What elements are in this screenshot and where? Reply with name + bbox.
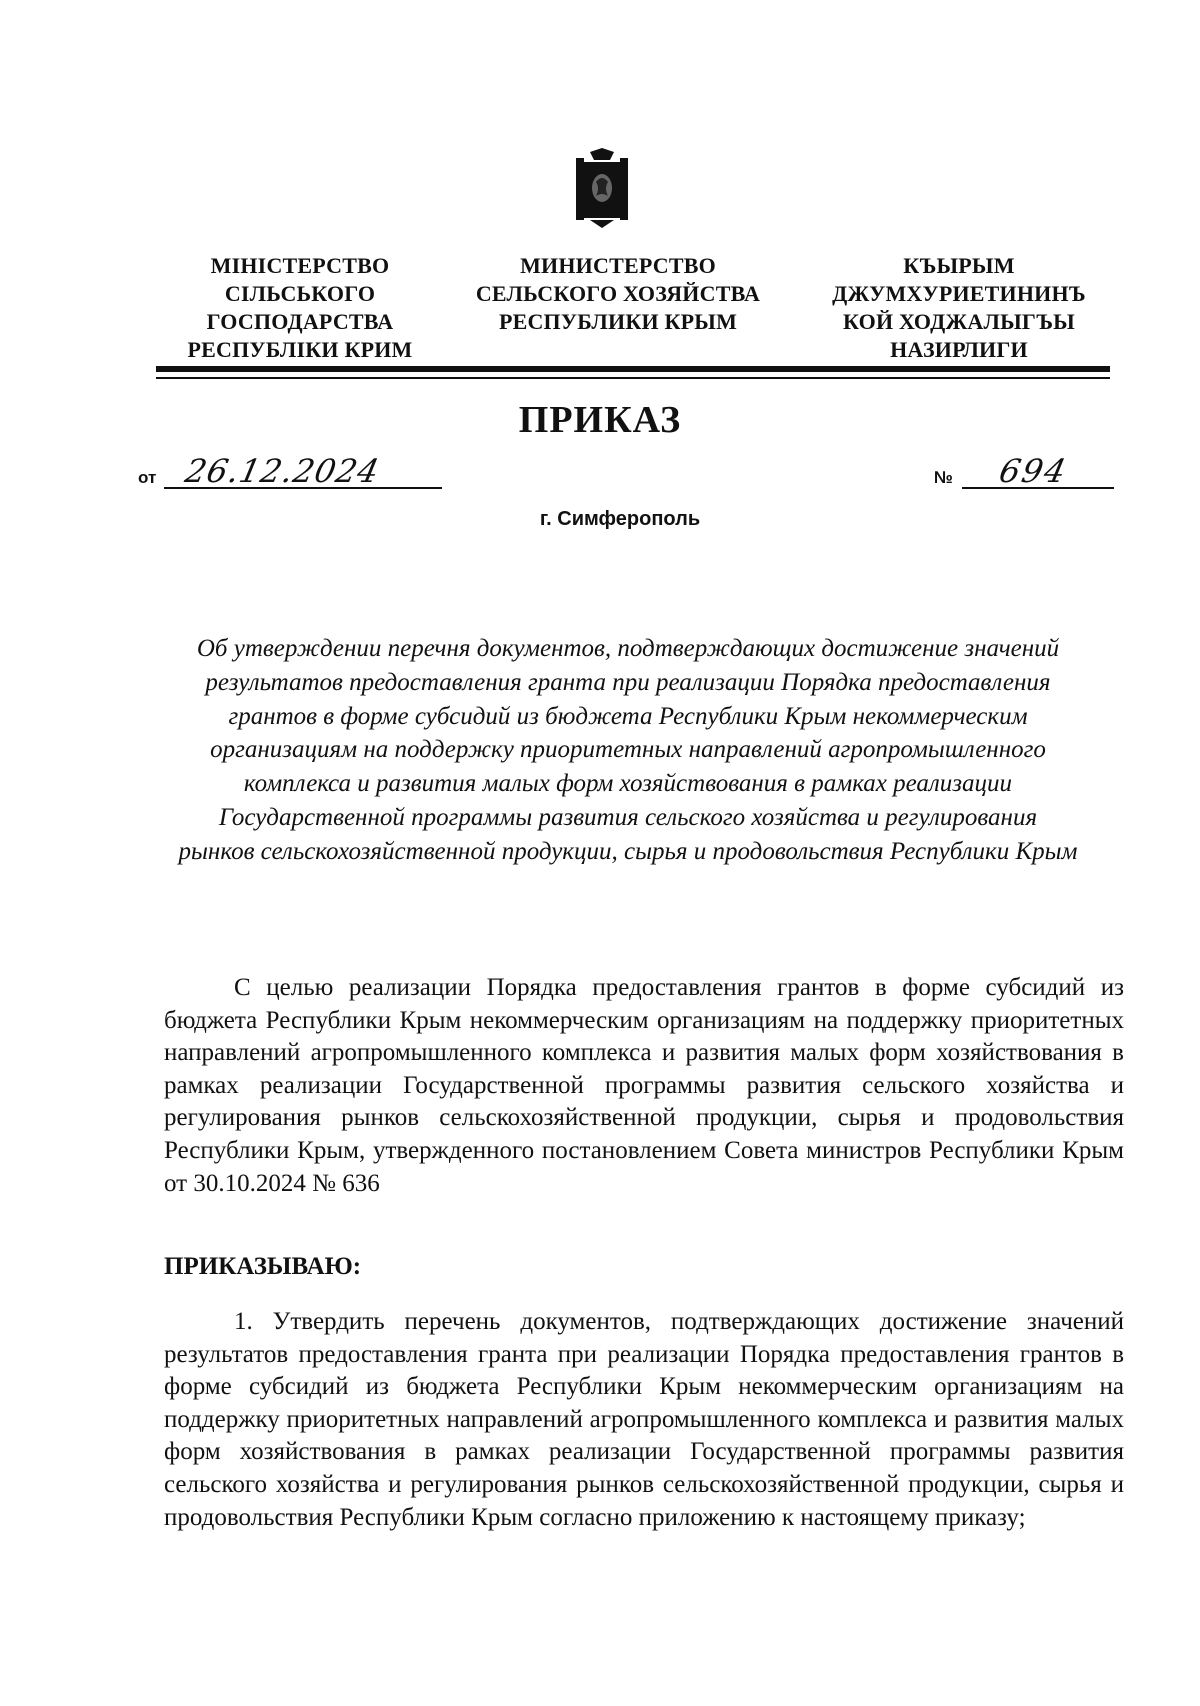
date-handwritten: 26.12.2024 bbox=[181, 452, 384, 490]
number-prefix: № bbox=[934, 468, 953, 487]
order-directive: ПРИКАЗЫВАЮ: bbox=[164, 1253, 362, 1280]
document-title: ПРИКАЗ bbox=[518, 399, 682, 441]
date-prefix: от bbox=[138, 468, 157, 487]
crimea-coat-of-arms-icon bbox=[574, 148, 630, 228]
org-name-russian: МИНИСТЕРСТВО СЕЛЬСКОГО ХОЗЯЙСТВА РЕСПУБЛИКИ КРЫМ bbox=[475, 253, 761, 334]
number-handwritten: 694 bbox=[995, 452, 1072, 490]
org-name-ukrainian: МІНІСТЕРСТВО СІЛЬСЬКОГО ГОСПОДАРСТВА РЕСПУБЛІКИ КРИМ bbox=[187, 253, 413, 362]
city-line: г. Симферополь bbox=[539, 508, 701, 530]
header-divider-thin bbox=[156, 377, 1110, 379]
org-name-crimean-tatar: КЪЫРЫМ ДЖУМХУРИЕТИНИНЪ КОЙ ХОДЖАЛЫГЪЫ НАЗИРЛИГИ bbox=[832, 253, 1086, 362]
preamble-paragraph: С целью реализации Порядка предоставления грантов в форме субсидий из бюджета Республики Крым некоммерческим организациям на поддержку приоритетных направлений агропромышленного комплекса и развития малых форм хозяйствования в рамках реализации Государственной программы развития сельского хозяйства и регулирования рынков сельскохозяйственной продукции, сырья и продовольствия Республики Крым, утвержденного постановлением Совета министров Республики Крым от 30.10.2024 № 636 bbox=[164, 974, 1124, 1197]
document-subject: Об утверждении перечня документов, подтверждающих достижение значений результатов предоставления гранта при реализации Порядка предоставления грантов в форме субсидий из бюджета Республики Крым некоммерческим организациям на поддержку приоритетных направлений агропромышленного комплекса и развития малых форм хозяйствования в рамках реализации Государственной программы развития сельского хозяйства и регулирования рынков сельскохозяйственной продукции, сырья и продовольствия Республики Крым bbox=[178, 635, 1078, 865]
item-1-paragraph: 1. Утвердить перечень документов, подтверждающих достижение значений результатов предоставления гранта при реализации Порядка предоставления грантов в форме субсидий из бюджета Республики Крым некоммерческим организациям на поддержку приоритетных направлений агропромышленного комплекса и развития малых форм хозяйствования в рамках реализации Государственной программы развития сельского хозяйства и регулирования рынков сельскохозяйственной продукции, сырья и продовольствия Республики Крым согласно приложению к настоящему приказу; bbox=[164, 1308, 1124, 1531]
header-divider-thick bbox=[156, 366, 1110, 372]
